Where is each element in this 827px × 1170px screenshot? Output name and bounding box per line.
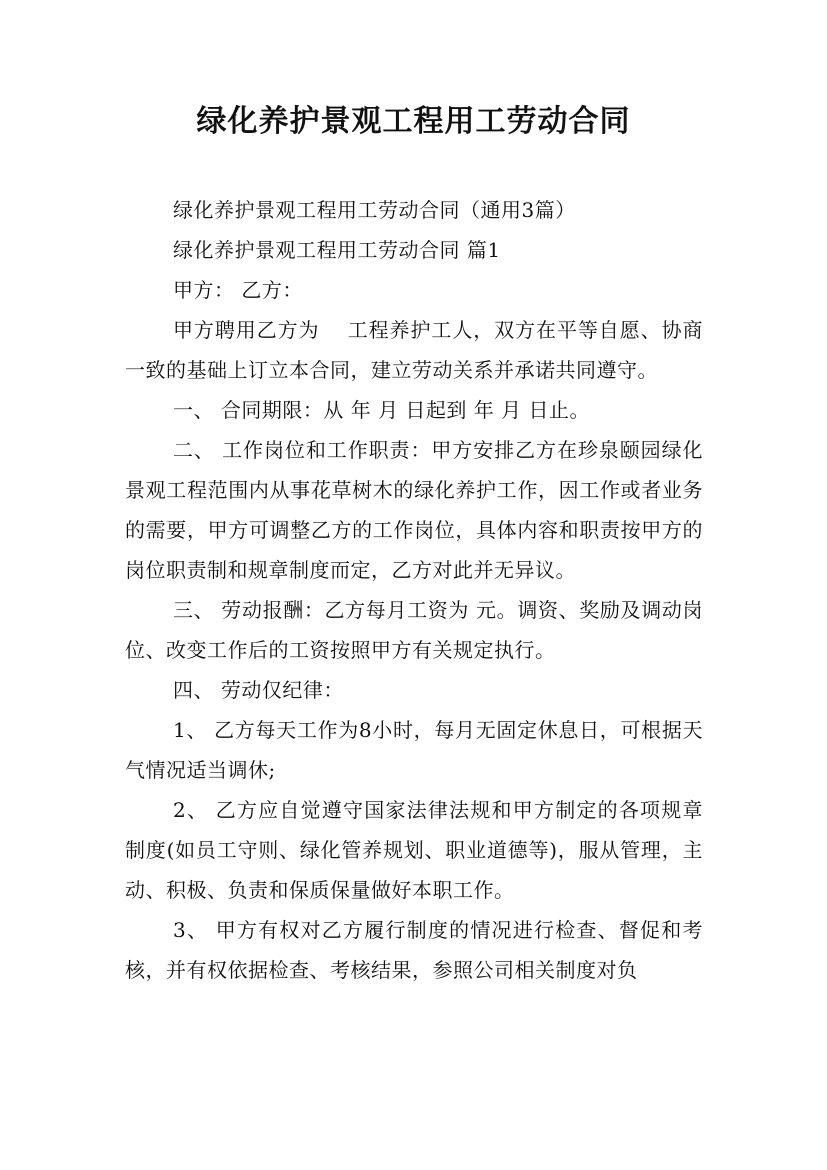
parties-line: 甲方： 乙方： bbox=[173, 278, 303, 302]
clause-compensation: 三、 劳动报酬：乙方每月工资为 元。调资、奖励及调动岗位、改变工作后的工资按照甲方有关规定执行。 bbox=[125, 598, 703, 662]
paragraph-intro: 甲方聘用乙方为 工程养护工人，双方在平等自愿、协商一致的基础上订立本合同，建立劳动关系并承诺共同遵守。 bbox=[125, 318, 703, 382]
document-body bbox=[125, 190, 703, 990]
section-heading: 绿化养护景观工程用工劳动合同 篇1 bbox=[173, 238, 501, 262]
clause-discipline-item-3: 3、 甲方有权对乙方履行制度的情况进行检查、督促和考核，并有权依据检查、考核结果，参照公司相关制度对负 bbox=[125, 918, 703, 982]
document-title: 绿化养护景观工程用工劳动合同 bbox=[196, 104, 631, 139]
clause-position: 二、 工作岗位和工作职责：甲方安排乙方在珍泉颐园绿化景观工程范围内从事花草树木的绿化养护工作，因工作或者业务的需要，甲方可调整乙方的工作岗位，具体内容和职责按甲方的岗位职责制和规章制度而定，乙方对此并无异议。 bbox=[125, 438, 703, 582]
clause-discipline-item-1: 1、 乙方每天工作为8小时，每月无固定休息日，可根据天气情况适当调休; bbox=[125, 718, 703, 782]
clause-discipline-heading: 四、 劳动仅纪律： bbox=[173, 678, 344, 702]
clause-discipline-item-2: 2、 乙方应自觉遵守国家法律法规和甲方制定的各项规章制度(如员工守则、绿化管养规划、职业道德等)，服从管理，主动、积极、负责和保质保量做好本职工作。 bbox=[125, 798, 703, 902]
subtitle-paragraph: 绿化养护景观工程用工劳动合同（通用3篇） bbox=[173, 198, 576, 222]
clause-term: 一、 合同期限：从 年 月 日起到 年 月 日止。 bbox=[173, 398, 591, 422]
